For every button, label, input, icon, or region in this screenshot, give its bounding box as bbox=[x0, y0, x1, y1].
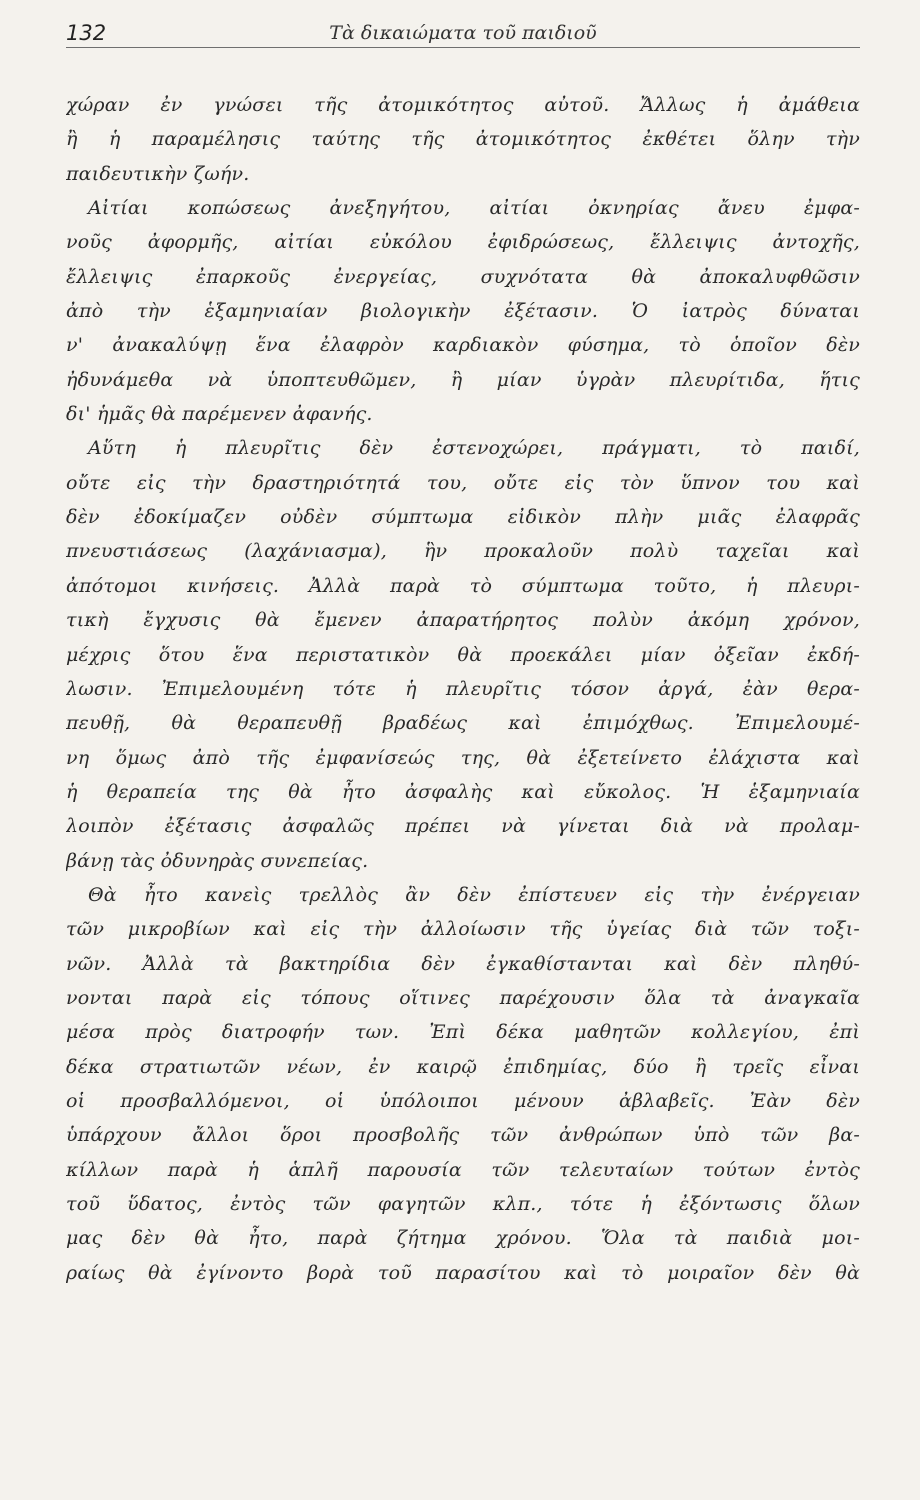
text-line: δι' ἡμᾶς θὰ παρέμενεν ἀφανής. bbox=[66, 403, 373, 426]
text-line: δὲν ἐδοκίμαζεν οὐδὲν σύμπτωμα εἰδικὸν πλὴν μιᾶς ἐλαφρᾶς bbox=[66, 506, 860, 529]
text-line: οὔτε εἰς τὴν δραστηριότητά του, οὔτε εἰς τὸν ὕπνον του καὶ bbox=[66, 471, 860, 494]
text-line: λοιπὸν ἐξέτασις ἀσφαλῶς πρέπει νὰ γίνεται διὰ νὰ προλαμ- bbox=[66, 815, 860, 838]
body-text bbox=[66, 88, 860, 1290]
text-line: νῶν. Ἀλλὰ τὰ βακτηρίδια δὲν ἐγκαθίστανται καὶ δὲν πληθύ- bbox=[66, 952, 860, 975]
text-line: νοῦς ἀφορμῆς, αἰτίαι εὐκόλου ἐφιδρώσεως, ἔλλειψις ἀντοχῆς, bbox=[66, 231, 860, 254]
text-line: οἱ προσβαλλόμενοι, οἱ ὑπόλοιποι μένουν ἀβλαβεῖς. Ἐὰν δὲν bbox=[66, 1089, 860, 1112]
text-line: ν' ἀνακαλύψῃ ἕνα ἐλαφρὸν καρδιακὸν φύσημα, τὸ ὁποῖον δὲν bbox=[66, 334, 860, 357]
text-line: μέχρις ὅτου ἕνα περιστατικὸν θὰ προεκάλει μίαν ὀξεῖαν ἐκδή- bbox=[66, 643, 860, 666]
text-line: Αὕτη ἡ πλευρῖτις δὲν ἐστενοχώρει, πράγματι, τὸ παιδί, bbox=[88, 437, 860, 460]
text-line: τοῦ ὕδατος, ἐντὸς τῶν φαγητῶν κλπ., τότε ἡ ἐξόντωσις ὅλων bbox=[66, 1193, 860, 1215]
text-line: ἢ ἡ παραμέλησις ταύτης τῆς ἀτομικότητος ἐκθέτει ὅλην τὴν bbox=[66, 128, 860, 151]
header-rule bbox=[66, 47, 860, 48]
text-line: βάνῃ τὰς ὀδυνηρὰς συνεπείας. bbox=[66, 849, 369, 872]
text-line: νονται παρὰ εἰς τόπους οἵτινες παρέχουσιν ὅλα τὰ ἀναγκαῖα bbox=[66, 986, 860, 1009]
text-line: παιδευτικὴν ζωήν. bbox=[66, 162, 250, 185]
text-line: λωσιν. Ἐπιμελουμένη τότε ἡ πλευρῖτις τόσον ἀργά, ἐὰν θερα- bbox=[66, 677, 860, 700]
text-line: ἠδυνάμεθα νὰ ὑποπτευθῶμεν, ἢ μίαν ὑγρὰν πλευρίτιδα, ἥτις bbox=[66, 368, 860, 391]
text-line: δέκα στρατιωτῶν νέων, ἐν καιρῷ ἐπιδημίας, δύο ἢ τρεῖς εἶναι bbox=[66, 1055, 860, 1078]
text-line: Αἰτίαι κοπώσεως ἀνεξηγήτου, αἰτίαι ὀκνηρίας ἄνευ ἐμφα- bbox=[88, 197, 860, 220]
text-line: ραίως θὰ ἐγίνοντο βορὰ τοῦ παρασίτου καὶ τὸ μοιραῖον δὲν θὰ bbox=[66, 1261, 860, 1284]
text-line: τῶν μικροβίων καὶ εἰς τὴν ἀλλοίωσιν τῆς ὑγείας διὰ τῶν τοξι- bbox=[66, 918, 860, 941]
running-title: Τὰ δικαιώματα τοῦ παιδιοῦ bbox=[329, 22, 597, 44]
text-line: ἔλλειψις ἐπαρκοῦς ἐνεργείας, συχνότατα θὰ ἀποκαλυφθῶσιν bbox=[66, 265, 860, 288]
text-line: μας δὲν θὰ ἦτο, παρὰ ζήτημα χρόνου. Ὅλα τὰ παιδιὰ μοι- bbox=[66, 1227, 860, 1250]
text-line: κίλλων παρὰ ἡ ἁπλῆ παρουσία τῶν τελευταίων τούτων ἐντὸς bbox=[66, 1158, 860, 1181]
text-line: τικὴ ἔγχυσις θὰ ἔμενεν ἀπαρατήρητος πολὺν ἀκόμη χρόνον, bbox=[66, 609, 860, 632]
text-line: Θὰ ἦτο κανεὶς τρελλὸς ἂν δὲν ἐπίστευεν εἰς τὴν ἐνέργειαν bbox=[88, 883, 860, 906]
text-line: νη ὅμως ἀπὸ τῆς ἐμφανίσεώς της, θὰ ἐξετείνετο ἐλάχιστα καὶ bbox=[66, 746, 860, 769]
text-line: πνευστιάσεως (λαχάνιασμα), ἣν προκαλοῦν πολὺ ταχεῖαι καὶ bbox=[66, 540, 860, 563]
text-line: ἀπότομοι κινήσεις. Ἀλλὰ παρὰ τὸ σύμπτωμα τοῦτο, ἡ πλευρι- bbox=[66, 574, 860, 597]
text-line: ἡ θεραπεία της θὰ ἦτο ἀσφαλὴς καὶ εὔκολος. Ἡ ἑξαμηνιαία bbox=[66, 780, 860, 803]
text-line: μέσα πρὸς διατροφήν των. Ἐπὶ δέκα μαθητῶν κολλεγίου, ἐπὶ bbox=[66, 1021, 860, 1044]
text-line: πευθῇ, θὰ θεραπευθῇ βραδέως καὶ ἐπιμόχθως. Ἐπιμελουμέ- bbox=[66, 712, 860, 735]
page-number: 132 bbox=[66, 21, 107, 45]
text-line: χώραν ἐν γνώσει τῆς ἀτομικότητος αὐτοῦ. Ἄλλως ἡ ἀμάθεια bbox=[66, 94, 860, 116]
page-header bbox=[66, 20, 860, 46]
text-line: ὑπάρχουν ἄλλοι ὅροι προσβολῆς τῶν ἀνθρώπων ὑπὸ τῶν βα- bbox=[66, 1124, 860, 1147]
text-line: ἀπὸ τὴν ἑξαμηνιαίαν βιολογικὴν ἐξέτασιν. Ὁ ἰατρὸς δύναται bbox=[66, 300, 860, 323]
